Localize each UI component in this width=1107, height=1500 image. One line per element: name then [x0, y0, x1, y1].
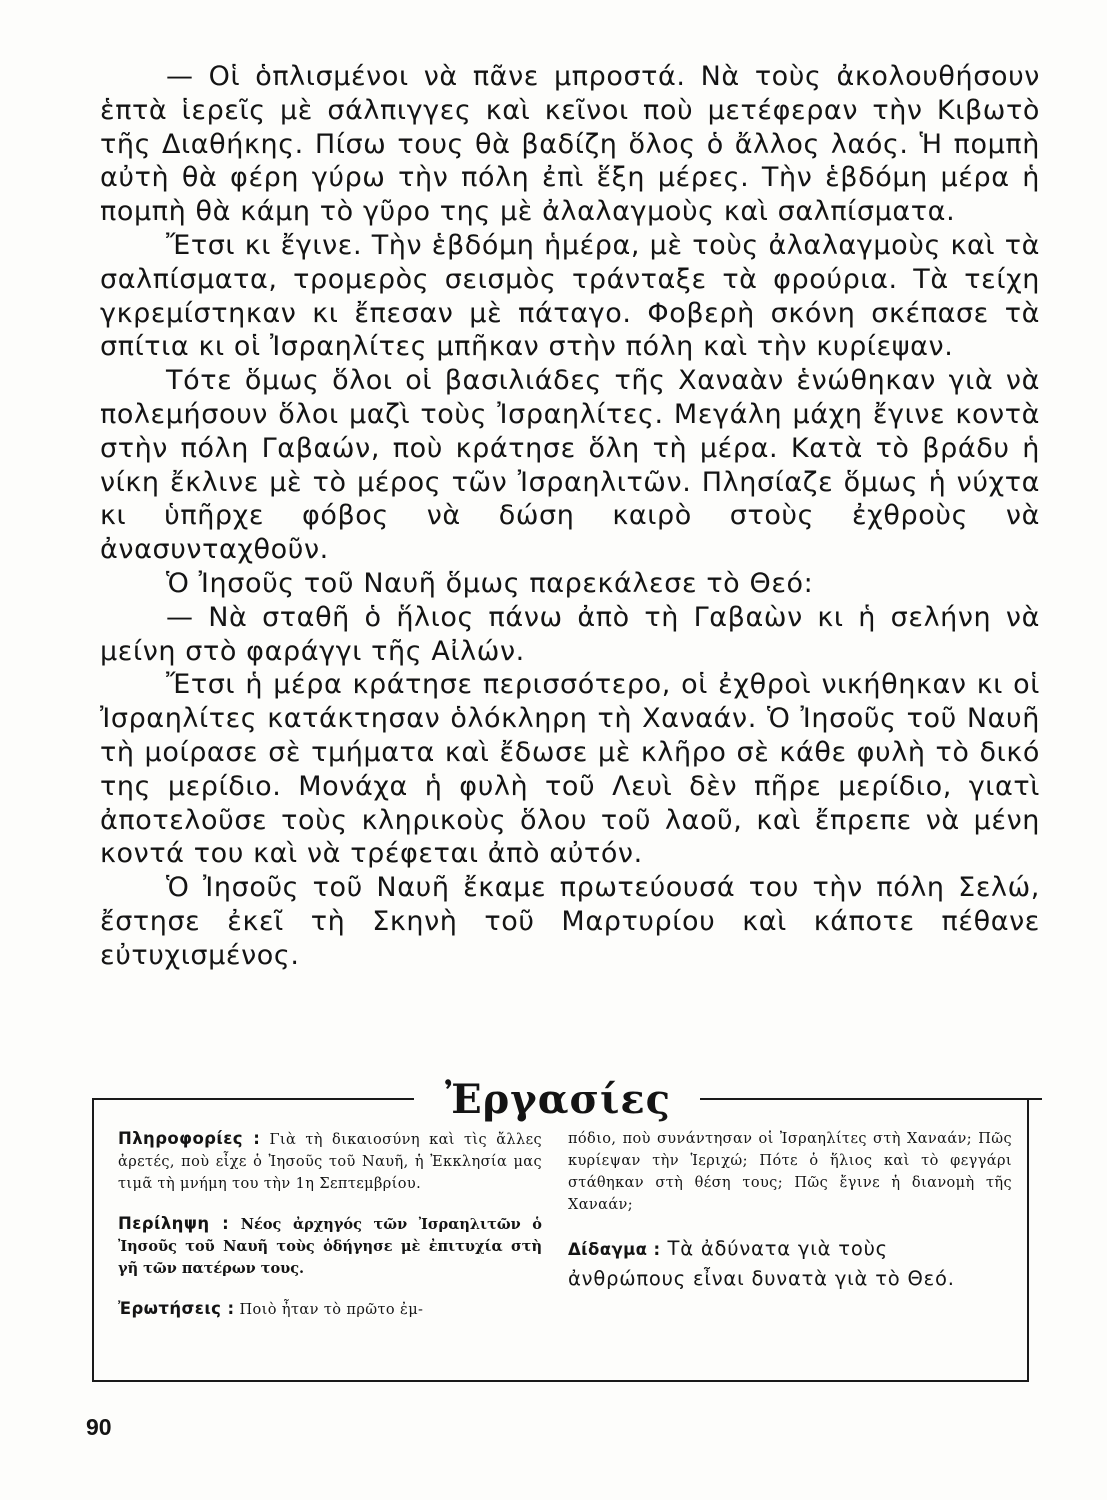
info-section — [118, 1128, 542, 1195]
lesson-label: Δίδαγμα : — [568, 1240, 661, 1259]
page-number: 90 — [86, 1414, 112, 1440]
info-text: Γιὰ τὴ δικαιοσύνη καὶ τὶς ἄλλες ἀρετές, ποὺ εἶχε ὁ Ἰησοῦς τοῦ Ναυῆ, ἡ Ἐκκλησία μας τιμᾶ τὴ μνήμη του τὴν 1η Σεπτεμβρίου. — [118, 1132, 543, 1192]
paragraph-5: — Νὰ σταθῆ ὁ ἥλιος πάνω ἀπὸ τὴ Γαβαὼν κι ἡ σελήνη νὰ μείνη στὸ φαράγγι τῆς Αἰλών. — [100, 601, 1040, 667]
exercises-left-column — [118, 1128, 542, 1339]
main-text — [100, 60, 1040, 973]
lesson-text: Τὰ ἀδύνατα γιὰ τοὺς ἀνθρώπους εἶναι δυνατὰ γιὰ τὸ Θεό. — [568, 1237, 955, 1290]
questions-text-start: Ποιὸ ἦταν τὸ πρῶτο ἐμ- — [239, 1302, 424, 1318]
questions-continuation: πόδιο, ποὺ συνάντησαν οἱ Ἰσραηλίτες στὴ Χαναάν; Πῶς κυρίεψαν τὴν Ἱεριχώ; Πότε ὁ ἥλιος καὶ τὸ φεγγάρι στάθηκαν στὴ θέση τους; Πῶς ἔγινε ἡ διανομὴ τῆς Χαναάν; — [568, 1131, 1012, 1213]
paragraph-6: Ἔτσι ἡ μέρα κράτησε περισσότερο, οἱ ἐχθροὶ νικήθηκαν κι οἱ Ἰσραηλίτες κατάκτησαν ὁλόκληρη τὴ Χαναάν. Ὁ Ἰησοῦς τοῦ Ναυῆ τὴ μοίρασε σὲ τμήματα καὶ ἔδωσε μὲ κλῆρο σὲ κάθε φυλὴ τὸ δικό της μερίδιο. Μονάχα ἡ φυλὴ τοῦ Λευὶ δὲν πῆρε μερίδιο, γιατὶ ἀποτελοῦσε τοὺς κληρικοὺς ὅλου τοῦ λαοῦ, καὶ ἔπρεπε νὰ μένη κοντά του καὶ νὰ τρέφεται ἀπὸ αὐτόν. — [100, 669, 1040, 870]
summary-section — [118, 1213, 542, 1280]
paragraph-1: — Οἱ ὁπλισμένοι νὰ πᾶνε μπροστά. Νὰ τοὺς ἀκολουθήσουν ἑπτὰ ἱερεῖς μὲ σάλπιγγες καὶ κεῖνοι ποὺ μετέφεραν τὴν Κιβωτὸ τῆς Διαθήκης. Πίσω τους θὰ βαδίζη ὅλος ὁ ἄλλος λαός. Ἡ πομπὴ αὐτὴ θὰ φέρη γύρω τὴν πόλη ἐπὶ ἕξη μέρες. Τὴν ἑβδόμη μέρα ἡ πομπὴ θὰ κάμη τὸ γῦρο της μὲ ἀλαλαγμοὺς καὶ σαλπίσματα. — [100, 61, 1040, 228]
summary-label: Περίληψη : — [118, 1214, 230, 1233]
paragraph-4: Ὁ Ἰησοῦς τοῦ Ναυῆ ὅμως παρεκάλεσε τὸ Θεό: — [166, 567, 814, 599]
questions-section — [118, 1298, 542, 1321]
paragraph-7: Ὁ Ἰησοῦς τοῦ Ναυῆ ἔκαμε πρωτεύουσά του τὴν πόλη Σελώ, ἔστησε ἐκεῖ τὴ Σκηνὴ τοῦ Μαρτυρίου καὶ κάποτε πέθανε εὐτυχισμένος. — [100, 872, 1040, 971]
paragraph-3: Τότε ὅμως ὅλοι οἱ βασιλιάδες τῆς Χαναὰν ἑνώθηκαν γιὰ νὰ πολεμήσουν ὅλοι μαζὶ τοὺς Ἰσραηλίτες. Μεγάλη μάχη ἔγινε κοντὰ στὴν πόλη Γαβαών, ποὺ κράτησε ὅλη τὴ μέρα. Κατὰ τὸ βράδυ ἡ νίκη ἔκλινε μὲ τὸ μέρος τῶν Ἰσραηλιτῶν. Πλησίαζε ὅμως ἡ νύχτα κι ὑπῆρχε φόβος νὰ δώση καιρὸ στοὺς ἐχθροὺς νὰ ἀνασυνταχθοῦν. — [100, 365, 1040, 566]
info-label: Πληροφορίες : — [118, 1129, 261, 1148]
summary-text: Νέος ἀρχηγός τῶν Ἰσραηλιτῶν ὁ Ἰησοῦς τοῦ Ναυῆ τοὺς ὁδήγησε μὲ ἐπιτυχία στὴ γῆ τῶν πατέρων τους. — [118, 1216, 542, 1277]
questions-label: Ἐρωτήσεις : — [118, 1299, 235, 1318]
exercises-heading: Ἐργασίες — [444, 1076, 671, 1123]
paragraph-2: Ἔτσι κι ἔγινε. Τὴν ἑβδόμη ἡμέρα, μὲ τοὺς ἀλαλαγμοὺς καὶ τὰ σαλπίσματα, τρομερὸς σεισμὸς τράνταξε τὰ φρούρια. Τὰ τείχη γκρεμίστηκαν κι ἔπεσαν μὲ πάταγο. Φοβερὴ σκόνη σκέπασε τὰ σπίτια κι οἱ Ἰσραηλίτες μπῆκαν στὴν πόλη καὶ τὴν κυρίεψαν. — [100, 229, 1040, 363]
exercises-right-column — [568, 1128, 1012, 1311]
lesson-section — [568, 1234, 1012, 1293]
